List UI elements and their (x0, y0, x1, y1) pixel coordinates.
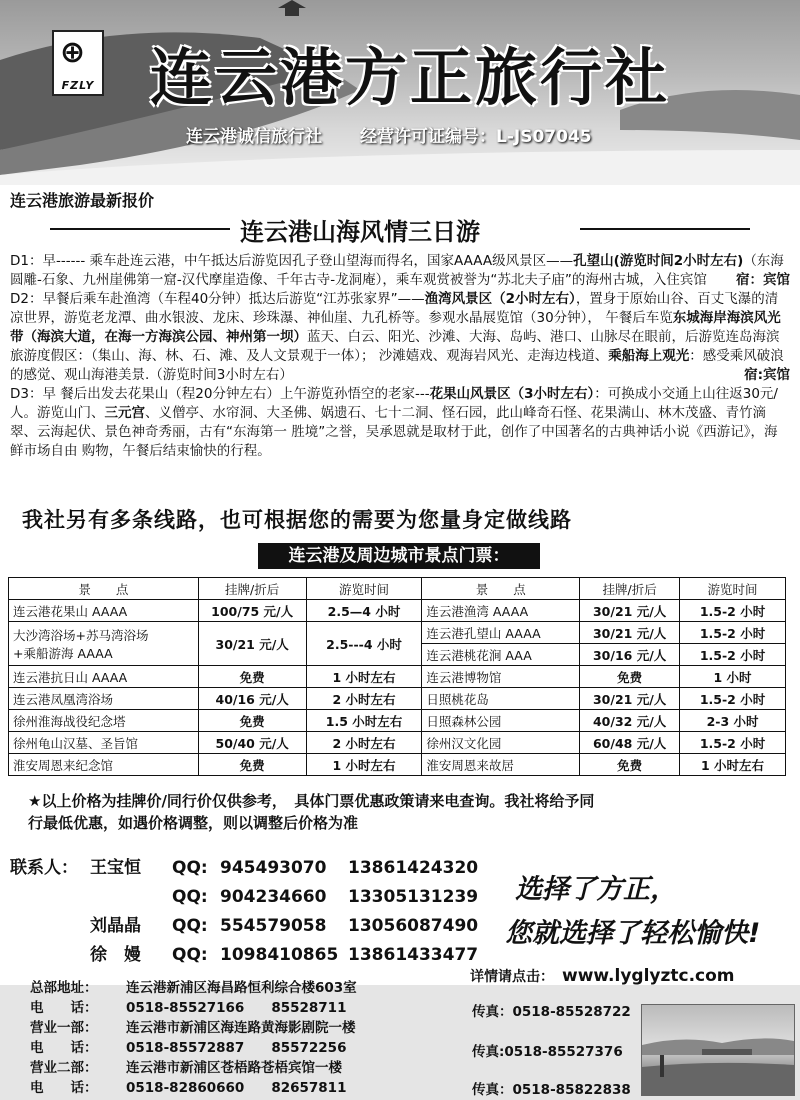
table-row (9, 600, 786, 622)
day-2 (10, 290, 790, 385)
qq-number: 1098410865 (220, 945, 339, 965)
price: 30/21 元/人 (580, 622, 680, 644)
qq-number: 904234660 (220, 887, 327, 907)
address-value: 0518-85527166 85528711 (126, 1000, 347, 1016)
column-header: 景 点 (9, 578, 199, 600)
site-name: 连云港孔望山 AAAA (422, 622, 580, 644)
duration: 2.5---4 小时 (306, 622, 422, 666)
price: 40/16 元/人 (198, 688, 306, 710)
price: 60/48 元/人 (580, 732, 680, 754)
logo-text: FZLY (61, 79, 95, 92)
slogan-line: 选择了方正， (515, 874, 677, 905)
phone-number: 13056087490 (348, 916, 479, 936)
price: 40/32 元/人 (580, 710, 680, 732)
ticket-section-title: 连云港及周边城市景点门票： (258, 543, 540, 569)
itinerary (10, 252, 790, 461)
phone-number: 13861424320 (348, 858, 479, 878)
duration: 1 小时 (680, 666, 786, 688)
column-header: 挂牌/折后 (580, 578, 680, 600)
address-label: 电 话： (30, 1080, 98, 1096)
day-text: ：感受乘风破浪的感觉、观山海港美景.（游览时间3小时左右） (10, 348, 784, 383)
address-label: 营业二部： (30, 1060, 98, 1076)
company-logo (52, 30, 104, 96)
site-name: 徐州龟山汉墓、圣旨馆 (9, 732, 199, 754)
address-label: 电 话： (30, 1040, 98, 1056)
harbor-scene (642, 1005, 794, 1095)
day-highlight: 三元宫 (104, 405, 145, 421)
tour-title: 连云港山海风情三日游 (240, 218, 480, 246)
day-text: 蓝天、白云、阳光、沙滩、大海、岛屿、港口、山脉尽在眼前，后游览连岛海滨旅游度假区：（集山、海、林、石、滩、及人文景观于一体）； 沙滩嬉戏、观海岩风光、走海边栈道、 (10, 329, 780, 364)
day-text: ：可换成小交通上山往返30元/人。游览山门、 (10, 386, 778, 421)
price: 30/21 元/人 (580, 600, 680, 622)
duration: 2 小时左右 (306, 732, 422, 754)
logo-mark-icon: ⊕ (60, 35, 86, 70)
tagline: 连云港诚信旅行社 (186, 127, 322, 147)
header-slogan (186, 122, 630, 147)
page-title: 连云港方正旅行社 (150, 41, 671, 114)
address-label: 总部地址： (30, 980, 98, 996)
table-row (9, 688, 786, 710)
qq-label: QQ: (172, 945, 208, 965)
day-text: 早------ 乘车赴连云港，中午抵达后游览因孔子登山望海而得名，国家AAAA级风景区—— (42, 253, 574, 269)
website-line (470, 966, 735, 986)
qq-label: QQ: (172, 858, 208, 878)
duration: 1.5-2 小时 (680, 622, 786, 644)
price: 免费 (198, 754, 306, 776)
site-name-line: 大沙湾浴场+苏马湾浴场 (13, 627, 149, 643)
quote-label: 连云港旅游最新报价 (10, 191, 155, 210)
day-label: D1： (10, 253, 43, 269)
duration: 1.5-2 小时 (680, 688, 786, 710)
site-name: 日照森林公园 (422, 710, 580, 732)
contact-name: 刘晶晶 (90, 916, 141, 936)
divider (580, 228, 750, 230)
address-value: 0518-85572887 85572256 (126, 1040, 347, 1056)
custom-route-banner: 我社另有多条线路，也可根据您的需要为您量身定做线路 (22, 508, 572, 532)
address-value: 0518-82860660 82657811 (126, 1080, 347, 1096)
site-name: 连云港抗日山 AAAA (9, 666, 199, 688)
day-text: 早餐后乘车赴渔湾（车程40分钟）抵达后游览“江苏张家界”—— (42, 291, 425, 307)
day-text: （东海圆雕-石象、九州崖佛第一窟-汉代摩崖造像、千年古寺-龙洞庵），乘车观赏被誉为“苏北夫子庙”的海州古城，入住宾馆 (10, 253, 784, 288)
brand-slogan (505, 868, 760, 956)
day-label: D3： (10, 386, 43, 402)
lodging: 宿:宾馆 (744, 367, 790, 383)
day-highlight: 渔湾风景区（2小时左右） (424, 291, 576, 307)
duration: 2 小时左右 (306, 688, 422, 710)
column-header: 游览时间 (680, 578, 786, 600)
note-line: 行最低优惠，如遇价格调整，则以调整后价格为准 (28, 814, 359, 832)
day-text: ，置身于原始山谷、百丈飞瀑的清凉世界，游览老龙潭、曲水银波、龙床、珍珠瀑、神仙崖、九孔桥等。参观水晶展览馆（30分钟）， 午餐后车览 (10, 291, 779, 326)
divider (50, 228, 230, 230)
note-line: ★以上价格为挂牌价/同行价仅供参考， 具体门票优惠政策请来电查询。我社将给予同 (28, 792, 595, 810)
price: 免费 (198, 710, 306, 732)
price: 100/75 元/人 (198, 600, 306, 622)
slogan-line: 您就选择了轻松愉快! (505, 918, 761, 949)
duration: 1 小时左右 (306, 666, 422, 688)
table-header-row (9, 578, 786, 600)
fax-number: 传真：0518-85822838 (472, 1082, 631, 1098)
duration: 1.5-2 小时 (680, 644, 786, 666)
price: 50/40 元/人 (198, 732, 306, 754)
site-name: 连云港凤凰湾浴场 (9, 688, 199, 710)
qq-number: 945493070 (220, 858, 327, 878)
price: 免费 (580, 666, 680, 688)
harbor-photo (641, 1004, 795, 1096)
license-number: 经营许可证编号：L-JS07045 (360, 127, 592, 147)
phone-number: 13305131239 (348, 887, 479, 907)
site-name: 连云港渔湾 AAAA (422, 600, 580, 622)
site-name: 徐州淮海战役纪念塔 (9, 710, 199, 732)
day-3 (10, 385, 790, 461)
qq-number: 554579058 (220, 916, 327, 936)
duration: 1.5-2 小时 (680, 600, 786, 622)
site-name (9, 622, 199, 666)
column-header: 景 点 (422, 578, 580, 600)
address-label: 营业一部： (30, 1020, 98, 1036)
fax-number: 传真：0518-85528722 (472, 1004, 631, 1020)
duration: 2-3 小时 (680, 710, 786, 732)
day-highlight: 东城海岸海滨风光带（海滨大道，在海一方海滨公园、神州第一坝） (10, 310, 781, 345)
qq-label: QQ: (172, 916, 208, 936)
table-row (9, 732, 786, 754)
site-name: 连云港桃花涧 AAA (422, 644, 580, 666)
duration: 1 小时左右 (680, 754, 786, 776)
lodging: 宿：宾馆 (736, 272, 790, 288)
day-highlight: 花果山风景区（3小时左右） (429, 386, 595, 402)
duration: 1 小时左右 (306, 754, 422, 776)
address-value: 连云港市新浦区苍梧路苍梧宾馆一楼 (126, 1060, 342, 1076)
website-link[interactable]: www.lyglyztc.com (562, 966, 735, 986)
address-value: 连云港市新浦区海连路黄海影剧院一楼 (126, 1020, 356, 1036)
duration: 2.5—4 小时 (306, 600, 422, 622)
tour-title-bar (50, 212, 750, 246)
price: 免费 (198, 666, 306, 688)
table-row (9, 666, 786, 688)
site-name: 淮安周恩来故居 (422, 754, 580, 776)
price: 30/16 元/人 (580, 644, 680, 666)
fax-number: 传真:0518-85527376 (472, 1044, 623, 1060)
qq-label: QQ: (172, 887, 208, 907)
day-text: 、义僧亭、水帘洞、大圣佛、娲遗石、七十二洞、怪石园，此山峰奇石怪、花果满山、林木茂盛、青竹滴翠、云海起伏、景色神奇秀丽，古有“东海第一 胜境”之誉，吴承恩就是取材于此，创作了中国著名的古典神话小说《西游记》，海鲜市场自由 购物，午餐后结束愉快的行程。 (10, 405, 778, 459)
site-name: 徐州汉文化园 (422, 732, 580, 754)
site-name: 连云港花果山 AAAA (9, 600, 199, 622)
address-label: 电 话： (30, 1000, 98, 1016)
contacts-label: 联系人： (10, 858, 78, 878)
contact-name: 王宝恒 (90, 858, 141, 878)
contact-name: 徐 嫚 (90, 945, 141, 965)
duration: 1.5 小时左右 (306, 710, 422, 732)
day-highlight: 孔望山(游览时间2小时左右) (573, 253, 744, 269)
site-name: 日照桃花岛 (422, 688, 580, 710)
day-text: 早 餐后出发去花果山（程20分钟左右）上午游览孙悟空的老家--- (42, 386, 430, 402)
site-name: 淮安周恩来纪念馆 (9, 754, 199, 776)
table-row (9, 622, 786, 644)
day-1 (10, 252, 790, 290)
site-name-line: +乘船游海 AAAA (13, 645, 113, 661)
price: 30/21 元/人 (198, 622, 306, 666)
table-row (9, 754, 786, 776)
address-value: 连云港新浦区海昌路恒利综合楼603室 (126, 980, 357, 996)
price-note (28, 790, 788, 834)
day-label: D2： (10, 291, 43, 307)
website-label: 详情请点击： (470, 969, 554, 985)
price: 30/21 元/人 (580, 688, 680, 710)
duration: 1.5-2 小时 (680, 732, 786, 754)
phone-number: 13861433477 (348, 945, 479, 965)
table-row (9, 710, 786, 732)
column-header: 挂牌/折后 (198, 578, 306, 600)
column-header: 游览时间 (306, 578, 422, 600)
ticket-table (8, 577, 786, 776)
day-highlight: 乘船海上观光 (608, 348, 690, 364)
site-name: 连云港博物馆 (422, 666, 580, 688)
price: 免费 (580, 754, 680, 776)
